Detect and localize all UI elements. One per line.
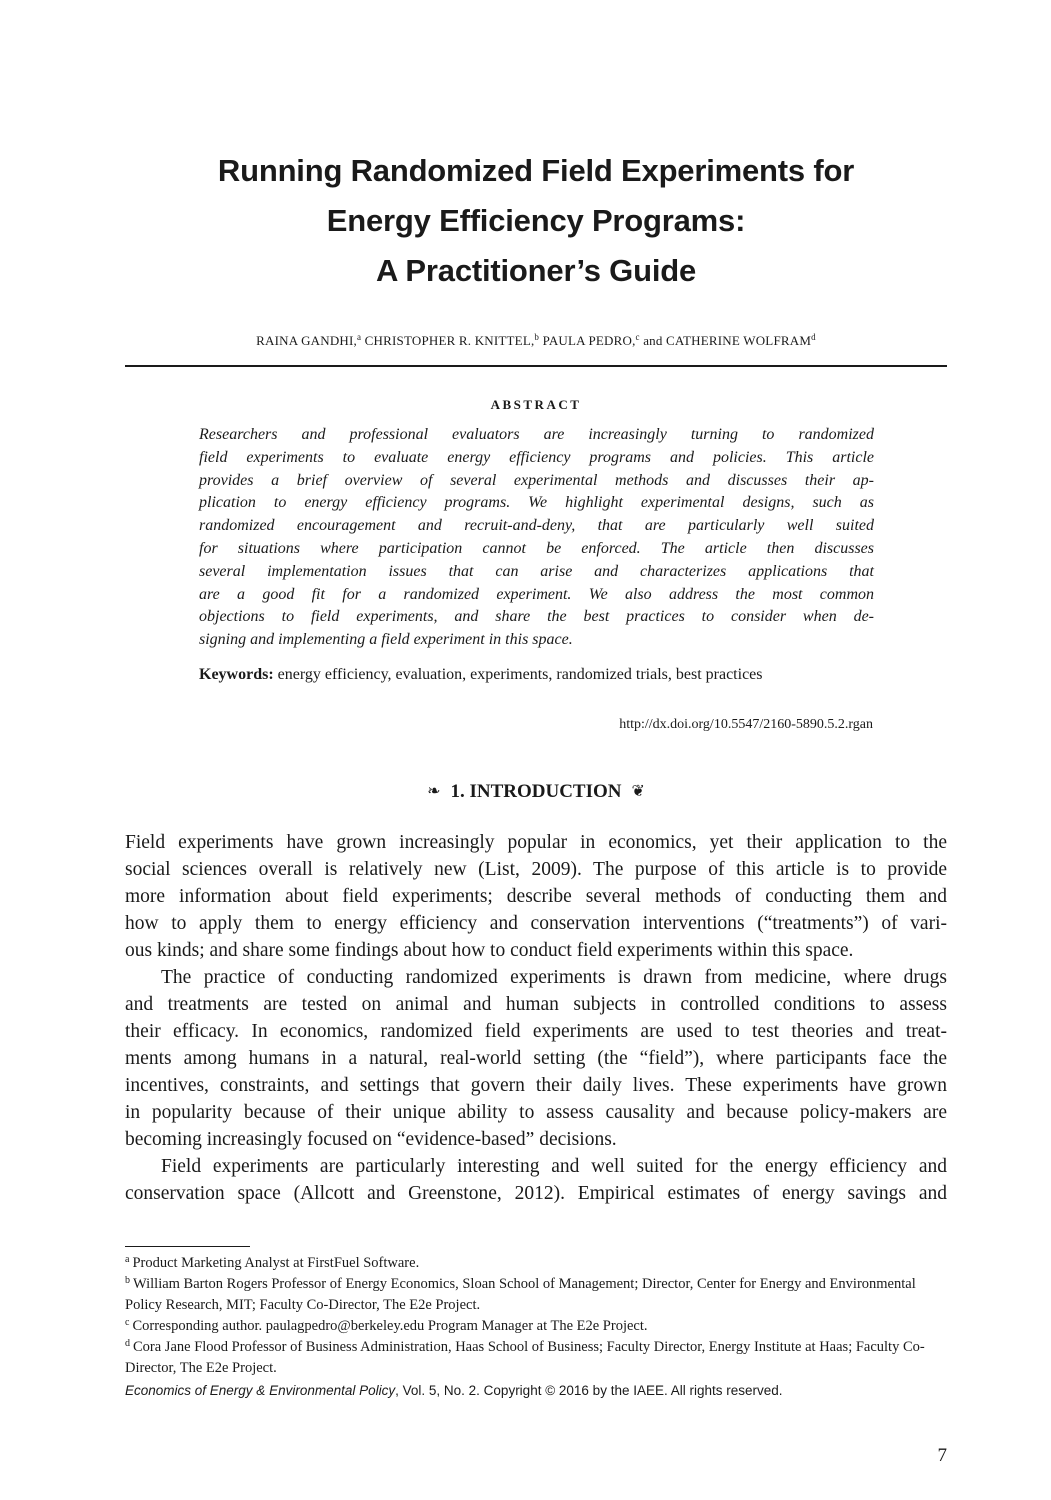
- footnote-mark: c: [125, 1317, 130, 1328]
- abstract-line: randomized encouragement and recruit-and-deny, that are particularly well suited: [199, 517, 874, 535]
- journal-name: Economics of Energy & Environmental Policy: [125, 1383, 396, 1398]
- abstract-line: plication to energy efficiency programs. We highlight experimental designs, such as: [199, 494, 874, 512]
- abstract-line: several implementation issues that can arise and characterizes applications that: [199, 562, 874, 580]
- author-name: CATHERINE WOLFRAM: [666, 333, 812, 348]
- body-line: in popularity because of their unique ability to assess causality and because policy-makers are: [125, 1102, 947, 1123]
- abstract-line: field experiments to evaluate energy efficiency programs and policies. This article: [199, 448, 874, 466]
- author-name: RAINA GANDHI,: [256, 333, 357, 348]
- article-title: [125, 146, 947, 296]
- author-mark: c: [635, 332, 640, 342]
- body-line: their efficacy. In economics, randomized field experiments are used to test theories and treat-: [125, 1021, 947, 1042]
- body-line: Field experiments are particularly interesting and well suited for the energy efficiency and: [161, 1156, 947, 1177]
- body-line: incentives, constraints, and settings that govern their daily lives. These experiments have grown: [125, 1075, 947, 1096]
- title-line: A Practitioner’s Guide: [375, 253, 697, 288]
- paragraph: [125, 1153, 947, 1207]
- title-line: Running Randomized Field Experiments for: [217, 153, 855, 188]
- author-mark: d: [811, 332, 816, 342]
- abstract-line: for situations where participation cannot be enforced. The article then discusses: [199, 539, 874, 557]
- abstract-line: provides a brief overview of several experimental methods and discusses their ap-: [199, 471, 874, 489]
- body-line: ments among humans in a natural, real-world setting (the “field”), where participants face the: [125, 1048, 947, 1069]
- body-line: becoming increasingly focused on “evidence-based” decisions.: [125, 1129, 617, 1150]
- body-line: conservation space (Allcott and Greenstone, 2012). Empirical estimates of energy savings and: [125, 1183, 947, 1204]
- footnote-text: Product Marketing Analyst at FirstFuel Software.: [132, 1255, 420, 1271]
- section-title: 1. INTRODUCTION: [450, 781, 622, 802]
- footnote: [125, 1316, 947, 1337]
- body-line: social sciences overall is relatively new (List, 2009). The purpose of this article is to provide: [125, 859, 947, 880]
- author-mark: a: [357, 332, 362, 342]
- keywords-label: Keywords:: [199, 666, 274, 683]
- body-line: more information about field experiments; describe several methods of conducting them and: [125, 886, 947, 907]
- author-mark: b: [534, 332, 540, 342]
- section-heading: [125, 781, 947, 803]
- copyright-text: , Vol. 5, No. 2. Copyright © 2016 by the IAEE. All rights reserved.: [395, 1383, 783, 1398]
- abstract-line: Researchers and professional evaluators are increasingly turning to randomized: [199, 426, 874, 443]
- footnote-mark: d: [125, 1338, 130, 1349]
- ornament-left-icon: ❧: [427, 783, 441, 800]
- doi-link[interactable]: http://dx.doi.org/10.5547/2160-5890.5.2.rgan: [619, 717, 873, 732]
- footnote-rule: [125, 1246, 250, 1247]
- footnote: [125, 1274, 947, 1316]
- footnote: [125, 1337, 947, 1379]
- body-line: ous kinds; and share some findings about how to conduct field experiments within this space.: [125, 940, 854, 961]
- copyright-line: [125, 1383, 947, 1398]
- footnotes: [125, 1253, 947, 1379]
- footnote-text: William Barton Rogers Professor of Energy Economics, Sloan School of Management; Director, Center for Energy and Environmental Policy Research, MIT; Faculty Co-Director, The E2e Project.: [125, 1276, 916, 1313]
- author-list: [125, 333, 947, 349]
- footnote-text: Corresponding author. paulagpedro@berkeley.edu Program Manager at The E2e Project.: [132, 1318, 648, 1334]
- footnote: [125, 1253, 947, 1274]
- body-line: and treatments are tested on animal and human subjects in controlled conditions to assess: [125, 994, 947, 1015]
- abstract-heading: ABSTRACT: [490, 397, 582, 412]
- abstract-line: objections to field experiments, and share the best practices to consider when de-: [199, 608, 874, 626]
- body-line: Field experiments have grown increasingly popular in economics, yet their application to the: [125, 832, 947, 853]
- header-rule: [125, 365, 947, 367]
- abstract-text: [199, 424, 874, 652]
- body-line: The practice of conducting randomized experiments is drawn from medicine, where drugs: [161, 967, 947, 988]
- title-line: Energy Efficiency Programs:: [326, 203, 746, 238]
- author-name: CHRISTOPHER R. KNITTEL,: [364, 333, 535, 348]
- footnote-mark: a: [125, 1254, 130, 1265]
- abstract-line: are a good fit for a randomized experiment. We also address the most common: [199, 585, 874, 603]
- page-number: 7: [937, 1445, 947, 1466]
- footnote-text: Cora Jane Flood Professor of Business Administration, Haas School of Business; Faculty Director, Energy Institute at Haas; Faculty Co-Director, The E2e Project.: [125, 1339, 925, 1376]
- ornament-right-icon: ❦: [631, 783, 645, 800]
- paragraph: [125, 964, 947, 1153]
- paragraph: [125, 829, 947, 964]
- body-line: how to apply them to energy efficiency and conservation interventions (“treatments”) of vari-: [125, 913, 947, 934]
- author-connector: and: [643, 333, 663, 348]
- keywords-text: energy efficiency, evaluation, experiments, randomized trials, best practices: [277, 666, 763, 683]
- footnote-mark: b: [125, 1275, 130, 1286]
- body-text: [125, 829, 947, 1207]
- author-name: PAULA PEDRO,: [542, 333, 636, 348]
- abstract-line: signing and implementing a field experiment in this space.: [199, 631, 573, 649]
- keywords: [199, 663, 874, 686]
